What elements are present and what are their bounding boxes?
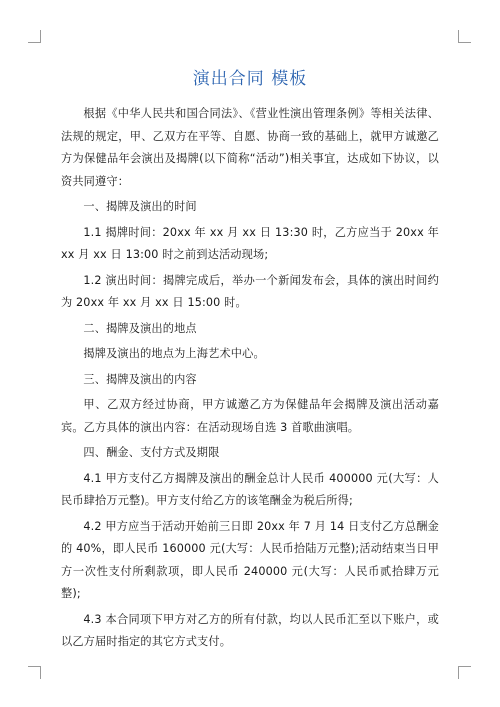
section-heading-4: 四、酬金、支付方式及期限 [83, 446, 220, 459]
clause-4-2: 4.2 甲方应当于活动开始前三日即 20xx 年 7 月 14 日支付乙方总酬金的 40%，即人民币 160000 元(大写：人民币拾陆万元整);活动结束当日甲方一次性支付所剩款项，即人民币 240000 元(大写：人民币贰拾肆万元整); [61, 519, 439, 600]
document-title: 演出合同 模板 [192, 69, 308, 89]
crop-mark-top-left [28, 30, 41, 43]
document-body [61, 103, 439, 654]
clause-4-1: 4.1 甲方支付乙方揭牌及演出的酬金总计人民币 400000 元(大写：人民币肆拾万元整)。甲方支付给乙方的该笔酬金为税后所得; [61, 471, 439, 507]
section-heading-3: 三、揭牌及演出的内容 [83, 372, 197, 386]
crop-mark-bottom-left [28, 666, 41, 679]
clause-4-3: 4.3 本合同项下甲方对乙方的所有付款，均以人民币汇至以下账户，或以乙方届时指定的其它方式支付。 [61, 612, 439, 648]
clause-1-2: 1.2 演出时间：揭牌完成后，举办一个新闻发布会，具体的演出时间约为 20xx 年 xx 月 xx 日 15:00 时。 [61, 273, 439, 309]
crop-mark-top-right [458, 30, 471, 43]
clause-1-1: 1.1 揭牌时间：20xx 年 xx 月 xx 日 13:30 时，乙方应当于 20xx 年 xx 月 xx 日 13:00 时之前到达活动现场; [61, 225, 439, 261]
section-heading-1: 一、揭牌及演出的时间 [83, 200, 197, 213]
section-heading-2: 二、揭牌及演出的地点 [83, 321, 197, 335]
crop-mark-bottom-right [458, 666, 471, 679]
venue-paragraph: 揭牌及演出的地点为上海艺术中心。 [83, 347, 265, 360]
content-paragraph: 甲、乙双方经过协商，甲方诚邀乙方为保健品年会揭牌及演出活动嘉宾。乙方具体的演出内容：在活动现场自选 3 首歌曲演唱。 [61, 398, 439, 434]
intro-paragraph: 根据《中华人民共和国合同法》、《营业性演出管理条例》等相关法律、法规的规定，甲、乙双方在平等、自愿、协商一致的基础上，就甲方诚邀乙方为保健品年会演出及揭牌(以下简称“活动”)相关事宜，达成如下协议，以资共同遵守： [61, 107, 439, 188]
